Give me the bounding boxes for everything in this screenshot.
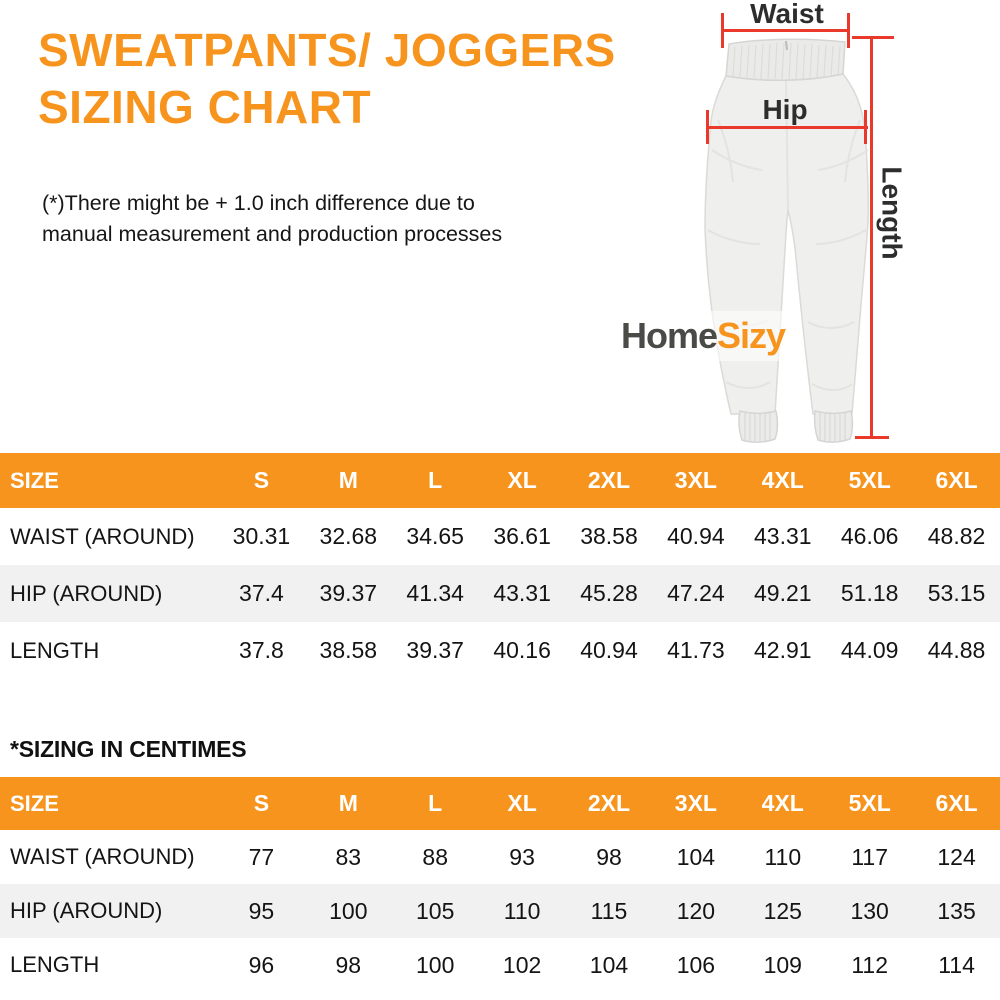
column-header-5xl: 5XL (848, 467, 891, 493)
table-cell: 44.09 (840, 637, 899, 663)
pants-measurement-diagram (0, 0, 1000, 455)
hip-measure-line (707, 126, 868, 129)
measurement-note-line1: (*)There might be + 1.0 inch difference due to (42, 191, 475, 215)
homesizy-logo (617, 311, 789, 361)
waist-measure-tick-right (847, 13, 850, 48)
table-cell: 39.37 (319, 580, 378, 606)
table-cell: 37.8 (239, 637, 284, 663)
column-header-6xl: 6XL (935, 790, 978, 816)
table-cell: 112 (851, 951, 888, 978)
table-cell: 120 (676, 897, 716, 924)
column-header-5xl: 5XL (848, 790, 891, 816)
table-cell: 110 (764, 843, 802, 870)
hip-label: Hip (762, 94, 808, 125)
row-label: WAIST (AROUND) (10, 523, 195, 549)
column-header-xl: XL (507, 467, 537, 493)
table-cell: 39.37 (406, 637, 464, 663)
table-cell: 124 (937, 843, 976, 870)
joggers-illustration (0, 0, 1000, 455)
table-cell: 100 (416, 951, 455, 978)
table-cell: 106 (676, 951, 716, 978)
column-header-3xl: 3XL (674, 467, 717, 493)
row-label: HIP (AROUND) (10, 898, 163, 923)
cm-section-label: *SIZING IN CENTIMES (10, 736, 247, 762)
table-cell: 40.94 (667, 523, 725, 549)
table-cell: 135 (937, 897, 976, 924)
table-cell: 37.4 (239, 580, 284, 606)
table-cell: 117 (851, 843, 888, 870)
waist-label: Waist (750, 0, 824, 29)
column-header-6xl: 6XL (935, 467, 978, 493)
column-header-xl: XL (507, 790, 537, 816)
table-cell: 48.82 (927, 523, 986, 549)
table-cell: 47.24 (667, 580, 725, 606)
table-cell: 125 (763, 897, 802, 924)
column-header-size: SIZE (10, 790, 59, 816)
cm-waist-row (0, 830, 1000, 884)
column-header-2xl: 2XL (587, 790, 631, 816)
table-cell: 41.73 (667, 637, 725, 663)
column-header-l: L (428, 790, 443, 816)
table-cell: 114 (938, 951, 975, 978)
hip-measure-tick-right (864, 110, 867, 144)
table-cell: 38.58 (319, 637, 378, 663)
length-measure-tick-top (852, 36, 894, 39)
row-label: LENGTH (10, 952, 100, 977)
column-header-m: M (338, 790, 358, 816)
inches-hip-row (0, 565, 1000, 622)
waist-measure-tick-left (721, 13, 724, 48)
table-cell: 115 (590, 897, 628, 924)
cm-hip-row (0, 884, 1000, 938)
table-cell: 45.28 (580, 580, 638, 606)
table-cell: 110 (503, 897, 541, 924)
table-cell: 104 (676, 843, 716, 870)
table-cell: 93 (509, 843, 535, 870)
table-cell: 105 (416, 897, 455, 924)
column-header-3xl: 3XL (674, 790, 717, 816)
length-label: Length (876, 166, 908, 260)
table-cell: 104 (589, 951, 629, 978)
column-header-s: S (253, 467, 270, 493)
logo-text-sizy: Sizy (716, 315, 786, 356)
measurement-note-line2: manual measurement and production processes (42, 222, 503, 246)
table-cell: 43.31 (753, 523, 812, 549)
column-header-s: S (253, 790, 270, 816)
size-table-inches (0, 453, 1000, 679)
waist-measure-line (722, 29, 850, 32)
length-measure-tick-bottom (855, 436, 889, 439)
column-header-4xl: 4XL (761, 467, 804, 493)
waistband-notch (786, 41, 787, 50)
row-label: HIP (AROUND) (10, 580, 163, 606)
cm-header-row (0, 777, 1000, 830)
row-label: LENGTH (10, 637, 100, 663)
table-cell: 38.58 (580, 523, 638, 549)
table-cell: 98 (335, 951, 362, 978)
column-header-2xl: 2XL (587, 467, 631, 493)
table-cell: 83 (335, 843, 362, 870)
table-cell: 53.15 (927, 580, 986, 606)
column-header-4xl: 4XL (761, 790, 804, 816)
table-cell: 51.18 (840, 580, 899, 606)
table-cell: 100 (329, 897, 368, 924)
table-cell: 30.31 (232, 523, 291, 549)
table-cell: 46.06 (840, 523, 899, 549)
table-cell: 43.31 (493, 580, 551, 606)
cm-length-row (0, 938, 1000, 992)
length-measure-line (870, 37, 873, 438)
table-cell: 34.65 (406, 523, 464, 549)
table-cell: 77 (248, 843, 275, 870)
column-header-m: M (338, 467, 358, 493)
logo-text-home: Home (620, 315, 717, 356)
column-header-size: SIZE (10, 467, 59, 493)
size-table-centimeters (0, 777, 1000, 992)
table-cell: 98 (596, 843, 622, 870)
column-header-l: L (428, 467, 443, 493)
table-cell: 40.94 (580, 637, 638, 663)
table-cell: 32.68 (319, 523, 378, 549)
inches-waist-row (0, 508, 1000, 565)
table-cell: 96 (248, 951, 275, 978)
table-cell: 41.34 (406, 580, 464, 606)
table-cell: 40.16 (493, 637, 551, 663)
cuff-ribs (745, 413, 845, 441)
hip-measure-tick-left (706, 110, 709, 144)
table-cell: 109 (763, 951, 802, 978)
inches-length-row (0, 622, 1000, 679)
page-title-line1: SWEATPANTS/ JOGGERS (38, 24, 616, 76)
inches-header-row (0, 453, 1000, 508)
table-cell: 102 (502, 951, 542, 978)
row-label: WAIST (AROUND) (10, 844, 195, 869)
table-cell: 44.88 (927, 637, 986, 663)
table-cell: 95 (248, 897, 275, 924)
table-cell: 36.61 (493, 523, 551, 549)
table-cell: 49.21 (753, 580, 812, 606)
table-cell: 42.91 (753, 637, 812, 663)
page-title-line2: SIZING CHART (38, 81, 372, 133)
table-cell: 130 (850, 897, 889, 924)
table-cell: 88 (422, 843, 448, 870)
